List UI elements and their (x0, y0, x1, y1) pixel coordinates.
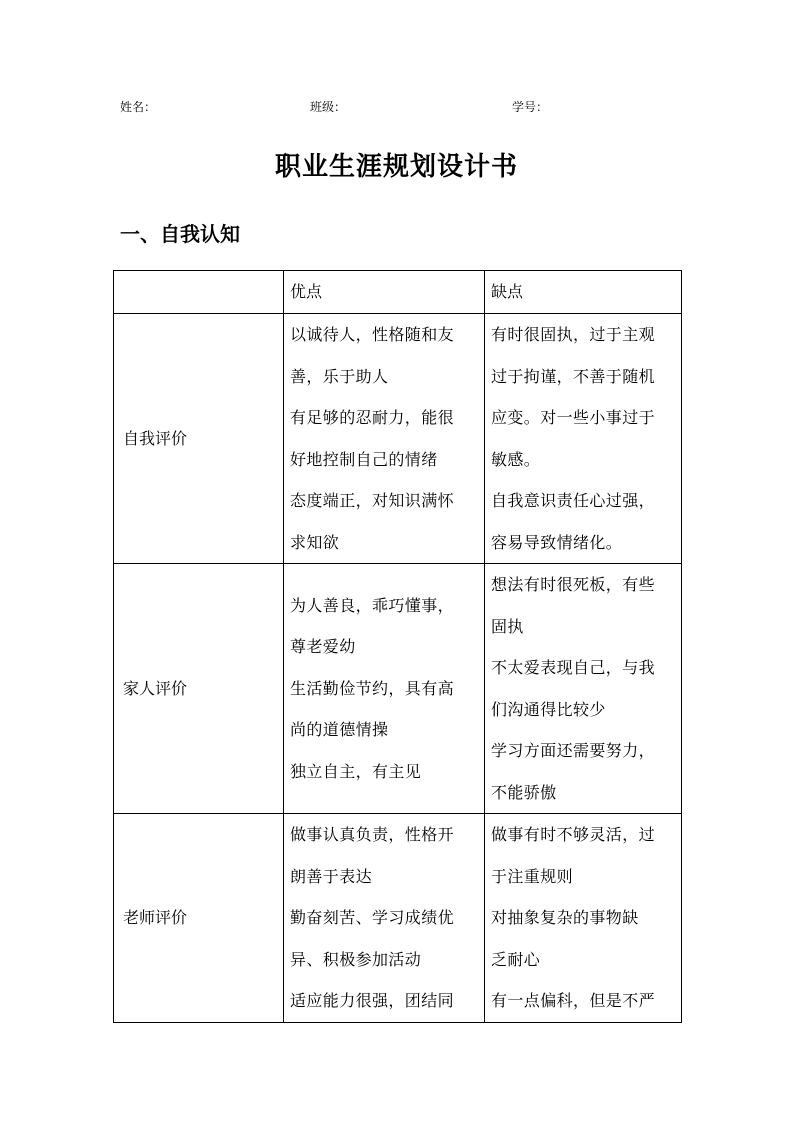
cons-line: 固执 (491, 616, 524, 636)
pros-line: 独立自主，有主见 (290, 761, 422, 781)
cons-line: 应变。对一些小事过于 (491, 408, 656, 427)
pros-line: 求知欲 (290, 532, 340, 552)
cons-line: 乏耐心 (491, 949, 541, 969)
document-title: 职业生涯规划设计书 (274, 152, 518, 182)
pros-line: 好地控制自己的情绪 (290, 449, 438, 469)
cons-line: 们沟通得比较少 (491, 699, 606, 719)
pros-line: 有足够的忍耐力，能很 (290, 408, 455, 427)
cons-cell-self (485, 314, 682, 564)
row-label-family: 家人评价 (114, 564, 284, 814)
pros-line: 勤奋刻苦、学习成绩优 (290, 908, 455, 927)
cons-line: 于注重规则 (491, 866, 574, 886)
cons-line: 学习方面还需要努力， (491, 741, 656, 760)
header-cell-pros: 优点 (284, 271, 485, 314)
pros-line: 为人善良，乖巧懂事， (290, 595, 455, 615)
cons-cell-family (485, 564, 682, 814)
student-info-header (0, 98, 793, 118)
pros-line: 异、积极参加活动 (290, 949, 422, 969)
cons-line: 有一点偏科，但是不严 (491, 991, 656, 1010)
pros-line: 生活勤俭节约，具有高 (290, 678, 455, 698)
pros-line: 尊老爱幼 (290, 637, 356, 657)
cons-line: 敏感。 (491, 449, 541, 469)
table-header-row (114, 271, 682, 314)
pros-line: 朗善于表达 (290, 866, 373, 886)
table-row (114, 314, 682, 564)
cons-line: 自我意识责任心过强， (491, 491, 656, 510)
cons-line: 不能骄傲 (491, 782, 557, 802)
cons-line: 有时很固执，过于主观 (491, 325, 656, 344)
header-cell-empty (114, 271, 284, 314)
class-label: 班级： (310, 100, 347, 114)
pros-line: 态度端正，对知识满怀 (290, 491, 455, 510)
cons-cell-teacher (485, 814, 682, 1023)
pros-cell-self (284, 314, 485, 564)
row-label-self: 自我评价 (114, 314, 284, 564)
cons-line: 不太爱表现自己，与我 (491, 658, 656, 677)
table-row (114, 564, 682, 814)
pros-cell-family (284, 564, 485, 814)
cons-line: 容易导致情绪化。 (491, 532, 623, 552)
header-cell-cons: 缺点 (485, 271, 682, 314)
pros-line: 适应能力很强，团结同 (290, 991, 455, 1010)
pros-line: 善，乐于助人 (290, 366, 389, 386)
pros-line: 尚的道德情操 (290, 720, 389, 740)
pros-cell-teacher (284, 814, 485, 1023)
table-row (114, 814, 682, 1023)
section-heading: 一、自我认知 (120, 222, 240, 246)
cons-line: 对抽象复杂的事物缺 (491, 908, 639, 927)
name-label: 姓名： (120, 100, 157, 114)
self-assessment-table (113, 270, 682, 1023)
row-label-teacher: 老师评价 (114, 814, 284, 1023)
cons-line: 想法有时很死板，有些 (491, 575, 656, 594)
cons-line: 过于拘谨，不善于随机 (491, 366, 656, 386)
cons-line: 做事有时不够灵活，过 (491, 825, 656, 844)
pros-line: 做事认真负责，性格开 (290, 825, 455, 844)
pros-line: 以诚待人，性格随和友 (290, 325, 455, 344)
student-id-label: 学号： (512, 100, 549, 114)
